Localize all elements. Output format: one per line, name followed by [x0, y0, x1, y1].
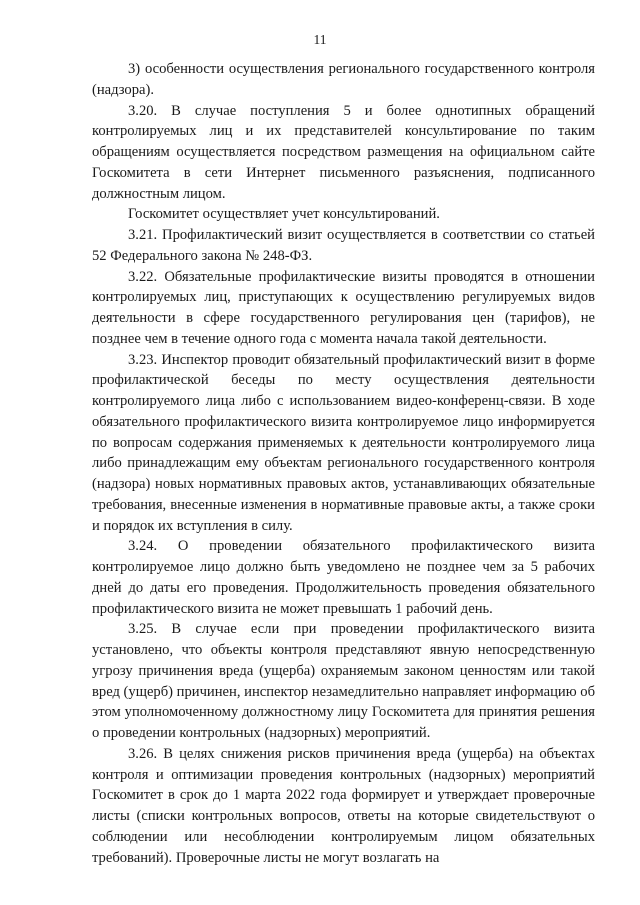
document-body — [92, 59, 595, 868]
paragraph-consultation-accounting: Госкомитет осуществляет учет консультирований. — [128, 206, 440, 223]
paragraph-3-20: 3.20. В случае поступления 5 и более однотипных обращений контролируемых лиц и их представителей консультирование по таким обращениям осуществляется посредством размещения на официальном сайте Госкомитета в сети Интернет письменного разъяснения, подписанного должностным лицом. — [92, 102, 595, 202]
paragraph-3-25: 3.25. В случае если при проведении профилактического визита установлено, что объекты контроля представляют явную непосредственную угрозу причинения вреда (ущерба) охраняемым законом ценностям или такой вред (ущерб) причинен, инспектор незамедлительно направляет информацию об этом уполномоченному должностному лицу Госкомитета для принятия решения о проведении контрольных (надзорных) мероприятий. — [92, 621, 595, 741]
paragraph-3-26: 3.26. В целях снижения рисков причинения вреда (ущерба) на объектах контроля и оптимизации проведения контрольных (надзорных) мероприятий Госкомитет в срок до 1 марта 2022 года формирует и утверждает проверочные листы (списки контрольных вопросов, ответы на которые свидетельствуют о соблюдении или несоблюдении контролируемым лицом обязательных требований). Проверочные листы не могут возлагать на — [92, 745, 595, 866]
paragraph-3-22: 3.22. Обязательные профилактические визиты проводятся в отношении контролируемых лиц, приступающих к осуществлению регулируемых видов деятельности в сфере государственного регулирования цен (тарифов), не позднее чем в течение одного года с момента начала такой деятельности. — [92, 268, 595, 347]
paragraph-3-21: 3.21. Профилактический визит осуществляется в соответствии со статьей 52 Федерального закона № 248-ФЗ. — [92, 227, 595, 264]
paragraph-3-23: 3.23. Инспектор проводит обязательный профилактический визит в форме профилактической беседы по месту осуществления деятельности контролируемого лица либо с использованием видео-конференц-связи. В ходе обязательного профилактического визита контролируемое лицо информируется по вопросам содержания применяемых к деятельности контролируемого лица либо принадлежащим ему объектам регионального государственного контроля (надзора) новых нормативных правовых актов, устанавливающих обязательные требования, внесенные изменения в нормативные правовые акты, а также сроки и порядок их вступления в силу. — [92, 351, 595, 534]
paragraph-3-3: 3) особенности осуществления регионального государственного контроля (надзора). — [92, 61, 595, 98]
paragraph-3-24: 3.24. О проведении обязательного профилактического визита контролируемое лицо должно быть уведомлено не позднее чем за 5 рабочих дней до даты его проведения. Продолжительность проведения обязательного профилактического визита не может превышать 1 рабочий день. — [92, 538, 595, 617]
page-number: 11 — [313, 32, 327, 47]
